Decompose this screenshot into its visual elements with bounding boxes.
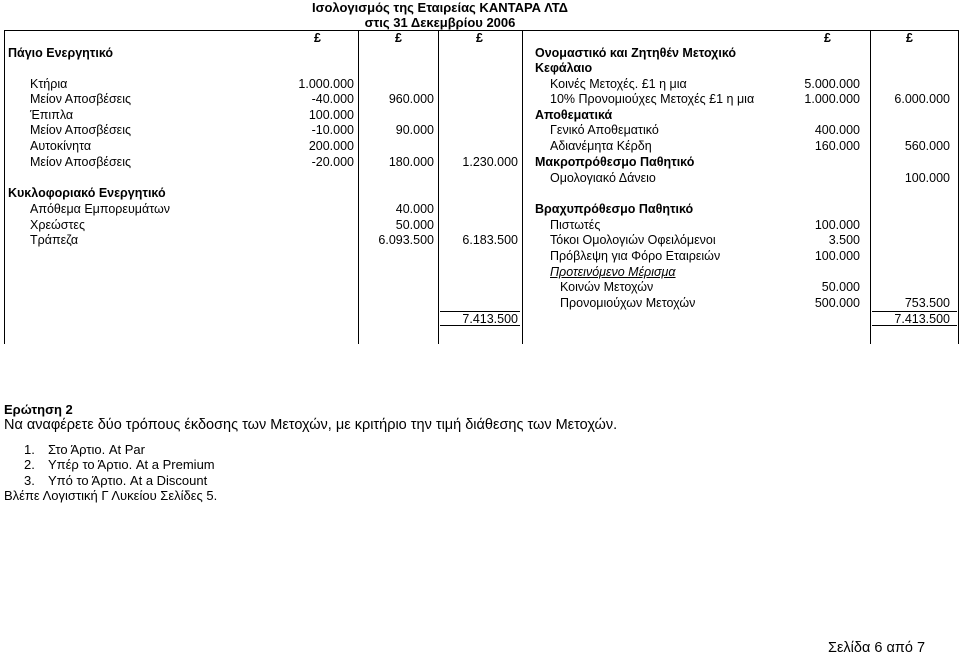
liability-subtotal: 753.500 [904,296,950,310]
asset-value: 6.093.500 [378,233,434,247]
asset-label: Απόθεμα Εμπορευμάτων [30,202,170,216]
liability-value: 400.000 [814,123,860,137]
capital-heading: Ονομαστικό και Ζητηθέν Μετοχικό [535,46,737,60]
question-text: Να αναφέρετε δύο τρόπους έκδοσης των Μετοχών, με κριτήριο την τιμή διάθεσης των Μετοχών. [4,417,618,433]
capital-heading-cont: Κεφάλαιο [535,61,593,75]
asset-value: 40.000 [395,202,434,216]
list-item-number: 2. [24,457,35,472]
balance-sheet-subtitle: στις 31 Δεκεμβρίου 2006 [364,15,516,30]
liability-value: 100.000 [814,218,860,232]
asset-label: Έπιπλα [30,108,74,122]
currency-symbol: £ [395,31,402,45]
liability-label: 10% Προνομιούχες Μετοχές £1 η μια [550,92,755,106]
reserves-heading: Αποθεματικά [535,108,613,122]
liability-label: Προνομιούχων Μετοχών [560,296,696,310]
liabilities-total: 7.413.500 [894,312,950,326]
grid-line [958,30,959,344]
list-item-number: 1. [24,442,35,457]
asset-value: 200.000 [308,139,354,153]
grid-line [438,30,439,344]
asset-value: -40.000 [311,92,354,106]
asset-subtotal: 1.230.000 [462,155,518,169]
current-assets-heading: Κυκλοφοριακό Ενεργητικό [8,186,166,200]
liability-value: 3.500 [828,233,860,247]
liability-value: 1.000.000 [804,92,860,106]
reference-note: Βλέπε Λογιστική Γ Λυκείου Σελίδες 5. [4,488,218,503]
asset-value: 100.000 [308,108,354,122]
shortterm-heading: Βραχυπρόθεσμο Παθητικό [535,202,694,216]
page-number: Σελίδα 6 από 7 [828,640,926,656]
currency-symbol: £ [906,31,913,45]
liability-label: Γενικό Αποθεματικό [550,123,659,137]
asset-label: Χρεώστες [30,218,86,232]
asset-label: Κτήρια [30,77,68,91]
asset-value: -20.000 [311,155,354,169]
liability-value: 50.000 [821,280,860,294]
liability-value: 100.000 [814,249,860,263]
liability-label: Κοινές Μετοχές. £1 η μια [550,77,687,91]
asset-label: Μείον Αποσβέσεις [30,92,132,106]
balance-sheet-title: Ισολογισμός της Εταιρείας ΚΑΝΤΑΡΑ ΛΤΔ [311,0,569,15]
longterm-heading: Μακροπρόθεσμο Παθητικό [535,155,695,169]
dividend-heading: Προτεινόμενο Μέρισμα [550,265,676,279]
currency-symbol: £ [476,31,483,45]
liability-value: 5.000.000 [804,77,860,91]
fixed-assets-heading: Πάγιο Ενεργητικό [8,46,114,60]
asset-value: 960.000 [388,92,434,106]
asset-subtotal: 6.183.500 [462,233,518,247]
liability-label: Ομολογιακό Δάνειο [550,171,656,185]
asset-label: Αυτοκίνητα [30,139,92,153]
liability-label: Αδιανέμητα Κέρδη [550,139,652,153]
liability-subtotal: 560.000 [904,139,950,153]
liability-label: Πιστωτές [550,218,601,232]
grid-line [358,30,359,344]
asset-value: 90.000 [395,123,434,137]
grid-line [522,30,523,344]
grid-line [4,30,5,344]
asset-label: Μείον Αποσβέσεις [30,123,132,137]
asset-value: 180.000 [388,155,434,169]
asset-value: -10.000 [311,123,354,137]
liability-value: 160.000 [814,139,860,153]
liability-subtotal: 6.000.000 [894,92,950,106]
liability-subtotal: 100.000 [904,171,950,185]
currency-symbol: £ [314,31,321,45]
liability-value: 500.000 [814,296,860,310]
asset-label: Τράπεζα [30,233,79,247]
liability-label: Τόκοι Ομολογιών Οφειλόμενοι [550,233,716,247]
list-item: Υπέρ το Άρτιο. At a Premium [48,457,215,472]
assets-total: 7.413.500 [462,312,518,326]
asset-value: 50.000 [395,218,434,232]
currency-symbol: £ [824,31,831,45]
list-item: Υπό το Άρτιο. At a Discount [48,473,208,488]
list-item: Στο Άρτιο. At Par [48,442,145,457]
list-item-number: 3. [24,473,35,488]
asset-value: 1.000.000 [298,77,354,91]
asset-label: Μείον Αποσβέσεις [30,155,132,169]
liability-label: Κοινών Μετοχών [560,280,654,294]
question-heading: Ερώτηση 2 [4,402,73,417]
liability-label: Πρόβλεψη για Φόρο Εταιρειών [550,249,721,263]
